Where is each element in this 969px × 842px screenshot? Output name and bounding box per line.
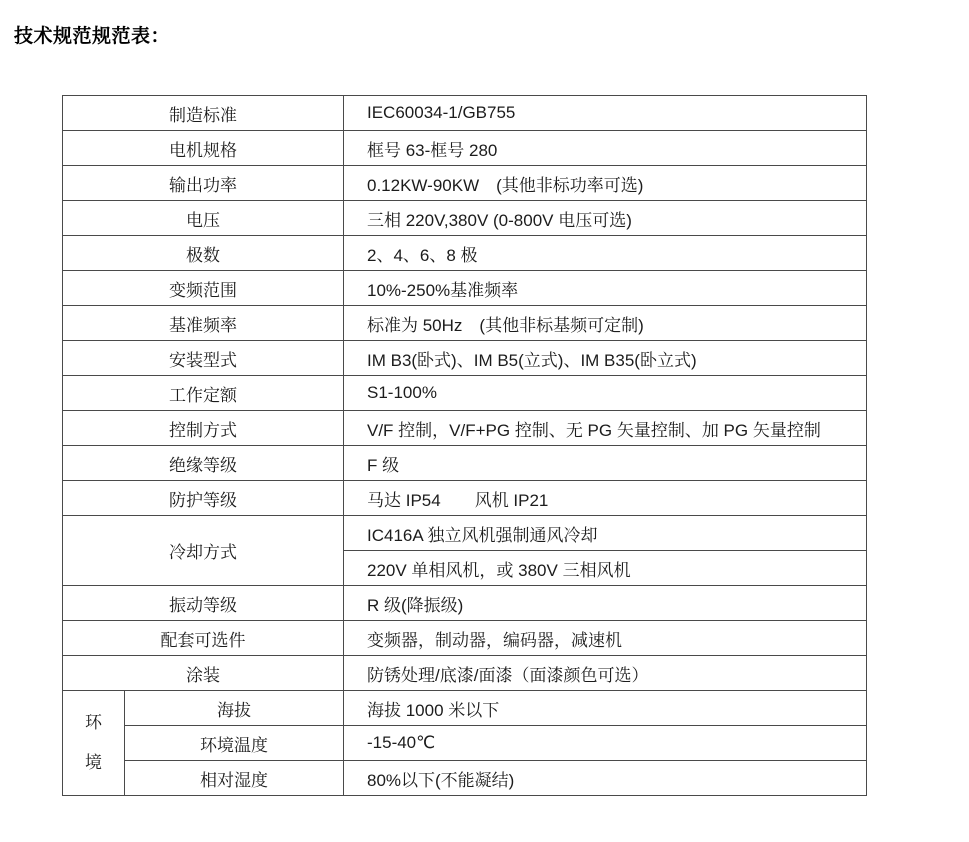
table-row-env-temperature	[63, 726, 867, 761]
spec-value: 防锈处理/底漆/面漆（面漆颜色可选）	[344, 656, 867, 691]
spec-label: 安装型式	[63, 341, 344, 376]
env-group-label	[63, 691, 125, 796]
spec-value: IM B3(卧式)、IM B5(立式)、IM B35(卧立式)	[344, 341, 867, 376]
spec-label: 输出功率	[63, 166, 344, 201]
env-sub-label: 相对湿度	[125, 761, 344, 796]
env-sub-label: 海拔	[125, 691, 344, 726]
page-title: 技术规范规范表：	[14, 26, 171, 47]
table-row-optional-accessories	[63, 621, 867, 656]
spec-label: 电压	[63, 201, 344, 236]
env-sub-label: 环境温度	[125, 726, 344, 761]
table-row-voltage	[63, 201, 867, 236]
table-row-insulation-class	[63, 446, 867, 481]
env-group-label-text: 环境	[85, 713, 102, 772]
table-row-poles	[63, 236, 867, 271]
spec-table	[62, 95, 867, 796]
table-row-cooling-method-1	[63, 516, 867, 551]
table-row-coating	[63, 656, 867, 691]
spec-value: F 级	[344, 446, 867, 481]
spec-label: 电机规格	[63, 131, 344, 166]
table-row-motor-spec	[63, 131, 867, 166]
table-row-protection-class	[63, 481, 867, 516]
env-value: -15-40℃	[344, 726, 867, 761]
table-row-mounting-type	[63, 341, 867, 376]
spec-value: 10%-250%基准频率	[344, 271, 867, 306]
spec-value: 220V 单相风机，或 380V 三相风机	[344, 551, 867, 586]
table-row-duty-rating	[63, 376, 867, 411]
spec-label: 振动等级	[63, 586, 344, 621]
spec-label: 涂装	[63, 656, 344, 691]
table-row-control-mode	[63, 411, 867, 446]
env-value: 海拔 1000 米以下	[344, 691, 867, 726]
spec-table-body	[63, 96, 867, 796]
table-row-env-altitude	[63, 691, 867, 726]
spec-value: 0.12KW-90KW (其他非标功率可选)	[344, 166, 867, 201]
table-row-vibration-class	[63, 586, 867, 621]
spec-label: 变频范围	[63, 271, 344, 306]
spec-label: 配套可选件	[63, 621, 344, 656]
spec-value: IEC60034-1/GB755	[344, 96, 867, 131]
spec-value: 标准为 50Hz (其他非标基频可定制)	[344, 306, 867, 341]
spec-value: 2、4、6、8 极	[344, 236, 867, 271]
spec-value: R 级(降振级)	[344, 586, 867, 621]
spec-label: 绝缘等级	[63, 446, 344, 481]
table-row-base-frequency	[63, 306, 867, 341]
table-row-output-power	[63, 166, 867, 201]
spec-label: 防护等级	[63, 481, 344, 516]
env-value: 80%以下(不能凝结)	[344, 761, 867, 796]
spec-value: 变频器，制动器，编码器，减速机	[344, 621, 867, 656]
spec-label: 极数	[63, 236, 344, 271]
spec-label: 制造标准	[63, 96, 344, 131]
spec-value: 马达 IP54 风机 IP21	[344, 481, 867, 516]
spec-label: 控制方式	[63, 411, 344, 446]
table-row-manufacturing-standard	[63, 96, 867, 131]
table-row-frequency-range	[63, 271, 867, 306]
spec-value: 框号 63-框号 280	[344, 131, 867, 166]
spec-value: IC416A 独立风机强制通风冷却	[344, 516, 867, 551]
spec-value: S1-100%	[344, 376, 867, 411]
spec-value: V/F 控制，V/F+PG 控制、无 PG 矢量控制、加 PG 矢量控制	[344, 411, 867, 446]
spec-value: 三相 220V,380V (0-800V 电压可选)	[344, 201, 867, 236]
spec-label: 冷却方式	[63, 516, 344, 586]
spec-label: 工作定额	[63, 376, 344, 411]
spec-label: 基准频率	[63, 306, 344, 341]
table-row-env-humidity	[63, 761, 867, 796]
